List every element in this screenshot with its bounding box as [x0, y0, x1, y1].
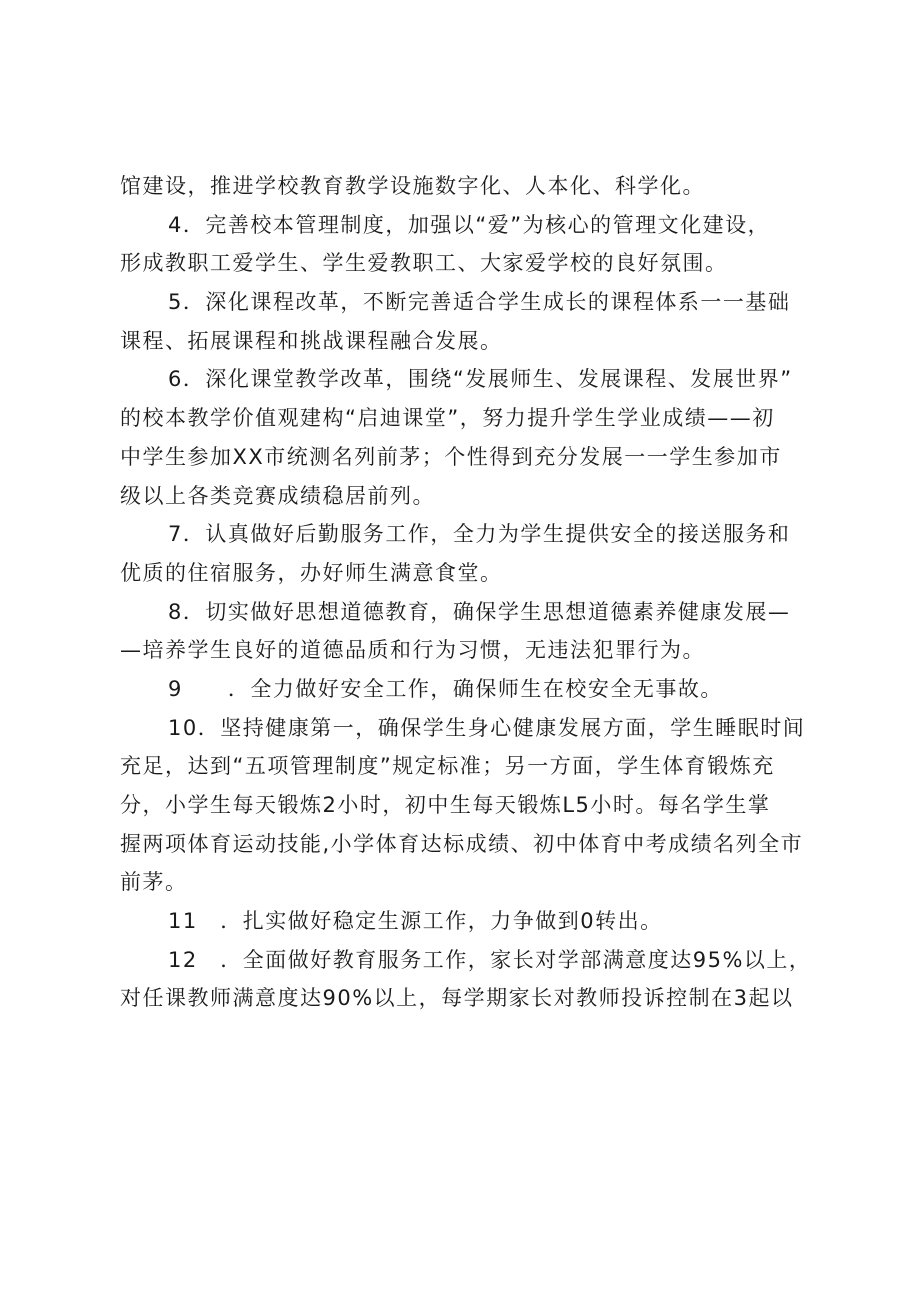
text-line: 课程、拓展课程和挑战课程融合发展。	[120, 328, 503, 353]
item-9-line: 9 ．全力做好安全工作，确保师生在校安全无事故。	[168, 676, 723, 701]
text-line: 握两项体育运动技能,小学体育达标成绩、初中体育中考成绩名列全市	[120, 831, 804, 856]
item-6-line: 6．深化课堂教学改革，围绕“发展师生、发展课程、发展世界”	[168, 367, 793, 392]
item-8-line: 8．切实做好思想道德教育，确保学生思想道德素养健康发展—	[168, 599, 791, 624]
item-12-line: 12 ．全面做好教育服务工作，家长对学部满意度达95%以上，	[168, 947, 812, 972]
item-7-line: 7．认真做好后勤服务工作，全力为学生提供安全的接送服务和	[168, 522, 791, 547]
text-line: 分，小学生每天锻炼2小时，初中生每天锻炼L5小时。每名学生掌	[120, 793, 771, 817]
text-line: 中学生参加XX市统测名列前茅；个性得到充分发展一一学生参加市	[120, 444, 782, 469]
item-4-line: 4．完善校本管理制度，加强以“爱”为核心的管理文化建设，	[168, 212, 771, 237]
item-10-line: 10．坚持健康第一，确保学生身心健康发展方面，学生睡眠时间	[168, 715, 806, 740]
item-11-line: 11 ．扎实做好稳定生源工作，力争做到0转出。	[168, 909, 663, 934]
body-text	[120, 167, 820, 1018]
text-line: 形成教职工爱学生、学生爱教职工、大家爱学校的良好氛围。	[120, 251, 728, 276]
text-line: —培养学生良好的道德品质和行为习惯，无违法犯罪行为。	[120, 638, 705, 663]
item-5-line: 5．深化课程改革，不断完善适合学生成长的课程体系一一基础	[168, 290, 791, 315]
text-line: 的校本教学价值观建构“启迪课堂”，努力提升学生学业成绩——初	[120, 406, 775, 431]
text-line: 对任课教师满意度达90%以上，每学期家长对教师投诉控制在3起以	[120, 986, 794, 1011]
text-line: 馆建设，推进学校教育教学设施数字化、人本化、科学化。	[120, 174, 705, 198]
text-line: 充足，达到“五项管理制度”规定标准；另一方面，学生体育锻炼充	[120, 754, 775, 779]
text-line: 级以上各类竞赛成绩稳居前列。	[120, 483, 435, 508]
text-line: 优质的住宿服务，办好师生满意食堂。	[120, 560, 503, 585]
text-line: 前茅。	[120, 870, 188, 895]
